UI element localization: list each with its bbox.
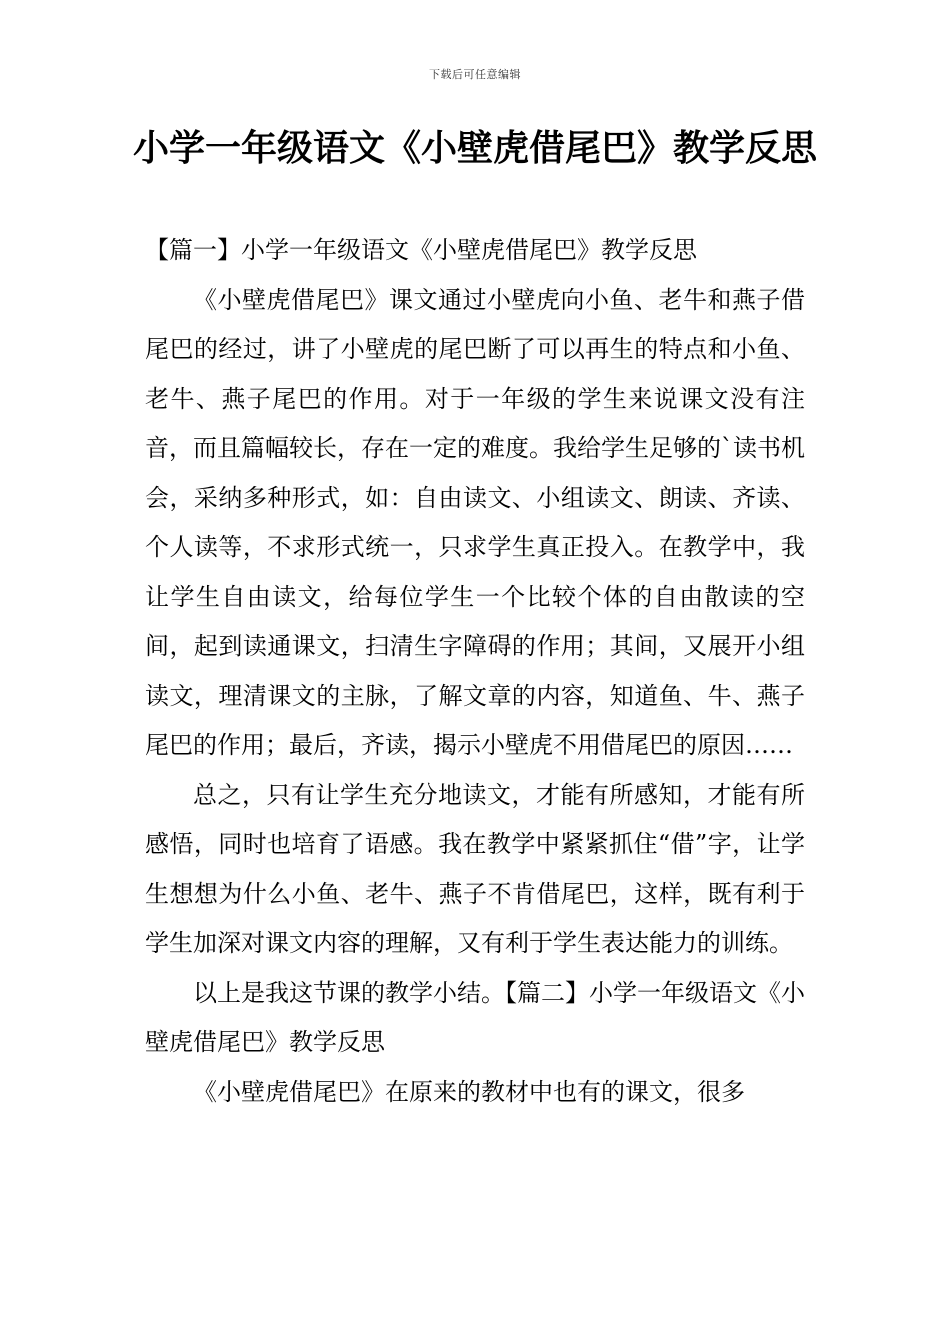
paragraph-3: 以上是我这节课的教学小结。【篇二】小学一年级语文《小壁虎借尾巴》教学反思: [145, 978, 805, 1056]
document-body: [145, 226, 805, 1117]
section-heading: 【篇一】小学一年级语文《小壁虎借尾巴》教学反思: [145, 236, 697, 264]
header-note: 下载后可任意编辑: [429, 68, 521, 81]
paragraph-1: 《小壁虎借尾巴》课文通过小壁虎向小鱼、老牛和燕子借尾巴的经过，讲了小壁虎的尾巴断了可以再生的特点和小鱼、老牛、燕子尾巴的作用。对于一年级的学生来说课文没有注音，而且篇幅较长，存在一定的难度。我给学生足够的`读书机会，采纳多种形式，如：自由读文、小组读文、朗读、齐读、个人读等，不求形式统一，只求学生真正投入。在教学中，我让学生自由读文，给每位学生一个比较个体的自由散读的空间，起到读通课文，扫清生字障碍的作用；其间，又展开小组读文，理清课文的主脉，了解文章的内容，知道鱼、牛、燕子尾巴的作用；最后，齐读，揭示小壁虎不用借尾巴的原因……: [145, 285, 805, 759]
paragraph-4: 《小壁虎借尾巴》在原来的教材中也有的课文，很多: [193, 1077, 745, 1106]
document-title: 小学一年级语文《小壁虎借尾巴》教学反思: [132, 128, 817, 169]
paragraph-2: 总之，只有让学生充分地读文，才能有所感知，才能有所感悟，同时也培育了语感。我在教学中紧紧抓住“借”字，让学生想想为什么小鱼、老牛、燕子不肯借尾巴，这样，既有利于学生加深对课文内容的理解，又有利于学生表达能力的训练。: [145, 780, 805, 957]
